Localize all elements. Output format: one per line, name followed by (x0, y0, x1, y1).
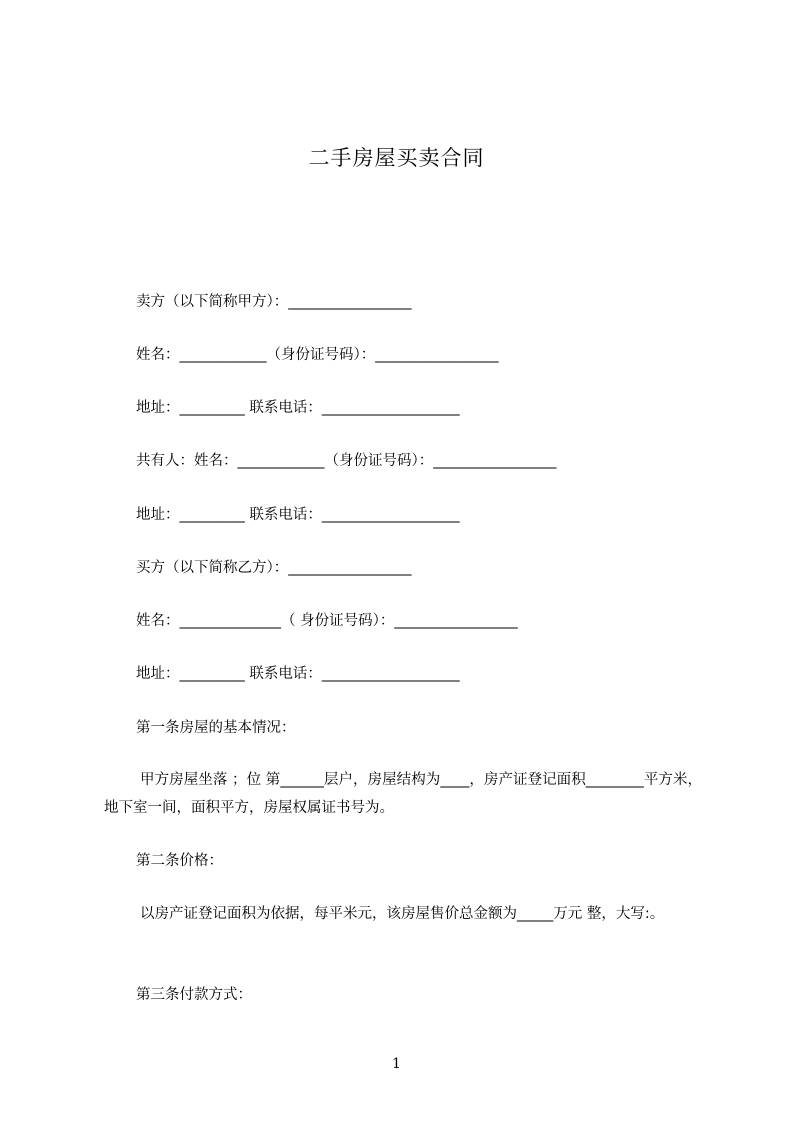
seller-address-phone-line: 地址：_________ 联系电话：___________________ (136, 400, 460, 416)
co-owner-name-id-line: 共有人：姓名：____________（身份证号码）：_________________ (136, 453, 557, 469)
clause3-heading: 第三条付款方式： (136, 987, 252, 1003)
seller-line: 卖方（以下简称甲方）：_________________ (136, 294, 412, 310)
document-title: 二手房屋买卖合同 (308, 146, 485, 170)
buyer-line: 买方（以下简称乙方）：_________________ (136, 560, 412, 576)
clause1-heading: 第一条房屋的基本情况： (136, 720, 296, 736)
buyer-name-id-line: 姓名：______________（ 身份证号码）：_________________ (136, 613, 518, 629)
clause2-paragraph (104, 900, 702, 928)
clause2-heading: 第二条价格： (136, 853, 223, 869)
clause2-text: 以房产证登记面积为依据，每平米元，该房屋售价总金额为_____万元 整，大写:。 (140, 906, 665, 922)
seller-name-id-line: 姓名：____________（身份证号码）：_________________ (136, 347, 499, 363)
co-owner-address-phone-line: 地址：_________ 联系电话：___________________ (136, 507, 460, 523)
page-number: 1 (392, 1056, 401, 1072)
clause1-text: 甲方房屋坐落 ；位 第______层户，房屋结构为____，房产证登记面积________平方米，地下室一间，面积平方，房屋权属证书号为。 (104, 772, 702, 816)
clause1-paragraph (104, 766, 702, 822)
buyer-address-phone-line: 地址：_________ 联系电话：___________________ (136, 666, 460, 682)
